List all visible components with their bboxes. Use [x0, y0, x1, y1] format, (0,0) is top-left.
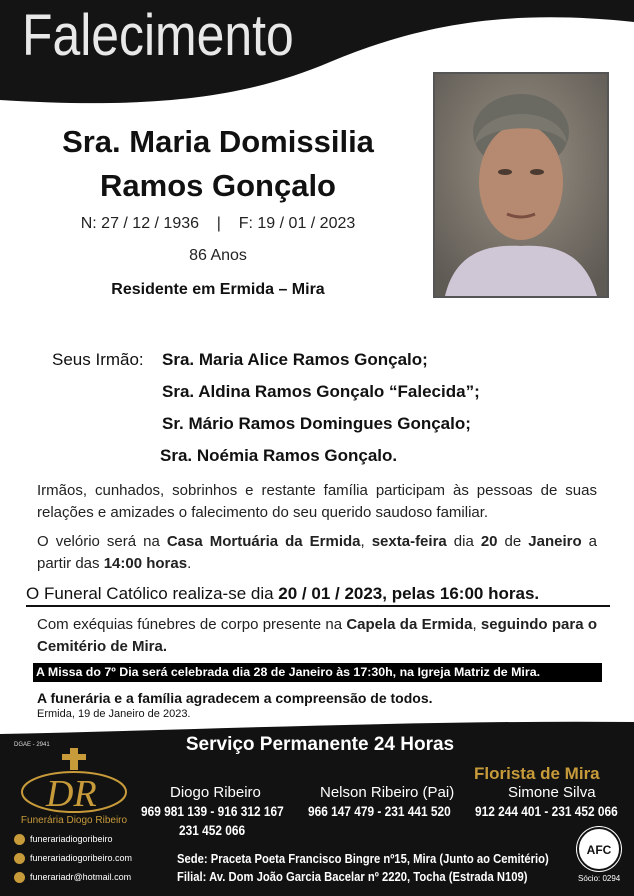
wake-month: Janeiro [528, 533, 582, 550]
address-headquarters: Sede: Praceta Poeta Francisco Bingre nº15, Mira (Junto ao Cemitério) [177, 852, 549, 866]
ceremony-text: , [472, 616, 481, 633]
dateline: Ermida, 19 de Janeiro de 2023. [37, 708, 191, 720]
ceremony-text: Com exéquias fúnebres de corpo presente na [37, 616, 347, 633]
member-number: Sócio: 0294 [578, 874, 621, 883]
deceased-photo [433, 72, 609, 298]
wake-date: 20 [480, 533, 498, 550]
sibling-item: Sr. Mário Ramos Domingues Gonçalo; [162, 414, 471, 433]
contact-phones: 969 981 139 - 916 312 167 [141, 804, 284, 819]
page-title: Falecimento [22, 3, 294, 68]
globe-icon [14, 853, 25, 864]
wake-info [37, 531, 597, 575]
contact-phones: 912 244 401 - 231 452 066 [475, 804, 618, 819]
dates-text: N: 27 / 12 / 1936 | F: 19 / 01 / 2023 [80, 215, 356, 232]
wake-text: , [360, 533, 372, 550]
birth-death-dates [20, 215, 416, 233]
siblings-label: Seus Irmão: [52, 350, 144, 369]
social-text: funerariadiogoribeiro.com [30, 853, 133, 863]
association-badge [576, 826, 622, 872]
funeral-text: O Funeral Católico realiza-se dia [26, 584, 279, 603]
address-branch: Filial: Av. Dom João Garcia Bacelar nº 2220, Tocha (Estrada N109) [177, 870, 528, 884]
family-announcement: Irmãos, cunhados, sobrinhos e restante família participam às pessoas de suas relações e amizades o falecimento do seu querido saudoso familiar. [37, 482, 597, 521]
social-website[interactable] [14, 853, 132, 864]
social-text: funerariadr@hotmail.com [30, 872, 132, 882]
logo-initials: DR [46, 773, 97, 815]
name-line-1: Sra. Maria Domissilia [62, 124, 374, 159]
sibling-item: Sra. Maria Alice Ramos Gonçalo; [162, 350, 428, 369]
logo-name: Funerária Diogo Ribeiro [20, 815, 128, 826]
contact-name: Simone Silva [508, 784, 596, 801]
contact-name: Diogo Ribeiro [170, 784, 261, 801]
ceremony-destination: seguindo para o Cemitério de Mira. [37, 616, 597, 655]
wake-location: Casa Mortuária da Ermida [166, 533, 361, 550]
thanks-note: A funerária e a família agradecem a compreensão de todos. [37, 690, 433, 706]
ceremony-info [37, 614, 597, 658]
facebook-icon [14, 834, 25, 845]
contact-phones: 231 452 066 [179, 823, 246, 838]
service-banner: Serviço Permanente 24 Horas [185, 734, 455, 755]
age: 86 Anos [189, 247, 247, 264]
sibling-item: Sra. Noémia Ramos Gonçalo. [160, 446, 398, 465]
dgae-code: DGAE - 2941 [14, 742, 50, 748]
residence: Residente em Ermida – Mira [111, 281, 325, 298]
name-line-2: Ramos Gonçalo [100, 168, 336, 203]
social-text: funerariadiogoribeiro [30, 834, 113, 844]
social-facebook[interactable] [14, 834, 113, 845]
wake-text: de [497, 533, 529, 550]
social-email[interactable] [14, 872, 131, 883]
mail-icon [14, 872, 25, 883]
sibling-item: Sra. Aldina Ramos Gonçalo “Falecida”; [162, 382, 480, 401]
florista-brand: Florista de Mira [474, 764, 600, 783]
deceased-name [20, 120, 416, 208]
wake-text: a partir das [37, 533, 597, 572]
badge-text: AFC [586, 843, 612, 857]
mass-banner: A Missa do 7º Dia será celebrada dia 28 de Janeiro às 17:30h, na Igreja Matriz de Mira. [33, 663, 602, 682]
wake-time: 14:00 horas [103, 555, 188, 572]
wake-text: O velório será na [37, 533, 167, 550]
ceremony-chapel: Capela da Ermida [346, 616, 473, 633]
funeral-datetime: 20 / 01 / 2023, pelas 16:00 horas. [278, 584, 540, 603]
wake-text: . [187, 555, 192, 572]
funeral-info [26, 583, 610, 607]
wake-day: sexta-feira [371, 533, 447, 550]
wake-text: dia [446, 533, 481, 550]
contact-phones: 966 147 479 - 231 441 520 [308, 804, 451, 819]
contact-name: Nelson Ribeiro (Pai) [320, 784, 455, 801]
